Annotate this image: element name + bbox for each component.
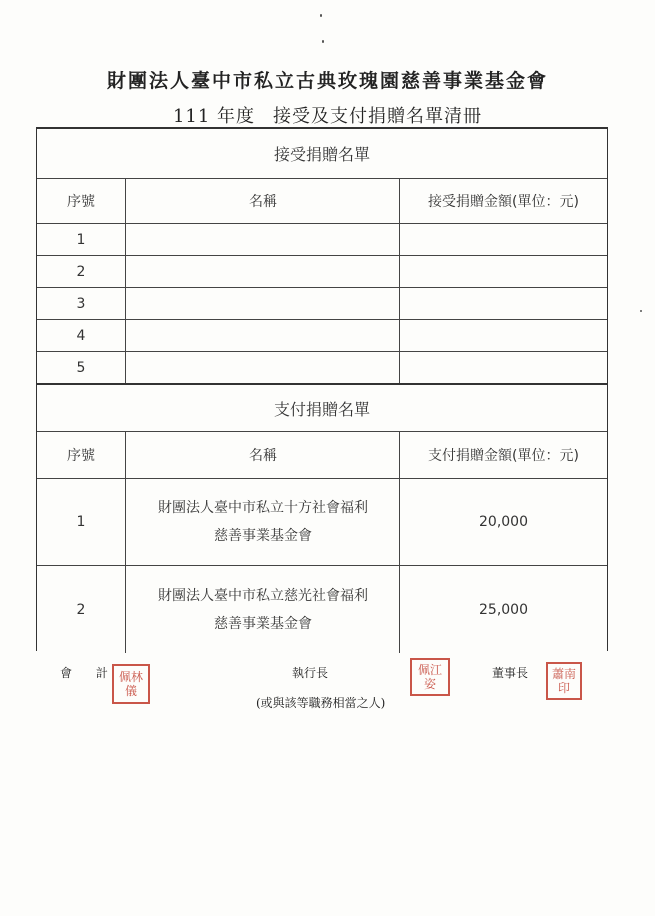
row-amount: [399, 288, 607, 319]
chairman-label: 董事長: [492, 666, 529, 680]
table-row: [37, 566, 607, 653]
row-no: 1: [76, 514, 86, 530]
row-no: 1: [76, 231, 86, 248]
col-header-no: 序號: [67, 194, 95, 210]
row-name: [125, 320, 400, 351]
row-amount: 25,000: [399, 566, 607, 653]
row-name: [125, 566, 400, 653]
col-header-no: 序號: [67, 448, 95, 464]
row-amount: [399, 256, 607, 287]
col-header-name: 名稱: [125, 179, 400, 223]
table-row: [37, 479, 607, 566]
received-section-title: 接受捐贈名單: [273, 145, 370, 164]
row-name-line1: 財團法人臺中市私立十方社會福利: [158, 500, 368, 516]
executive-note: (或與該等職務相當之人): [256, 696, 386, 710]
col-header-name: 名稱: [125, 432, 400, 478]
row-amount: 20,000: [399, 479, 607, 565]
row-name: [125, 256, 400, 287]
table-row: [37, 256, 607, 288]
paid-section-header: [37, 385, 607, 432]
row-amount: [399, 224, 607, 255]
paid-section-title: 支付捐贈名單: [273, 399, 370, 419]
row-name-line2: 慈善事業基金會: [214, 528, 312, 544]
scan-speck: [640, 310, 642, 312]
table-row: [37, 352, 607, 385]
row-no: 3: [76, 295, 86, 312]
org-title: 財團法人臺中市私立古典玫瑰園慈善事業基金會: [106, 70, 548, 92]
scan-speck: [320, 14, 322, 17]
row-name: [125, 479, 400, 565]
table-row: [37, 224, 607, 256]
table-row: [37, 320, 607, 352]
received-section-header: [37, 129, 607, 179]
row-no: 5: [76, 359, 86, 376]
row-no: 4: [76, 327, 86, 344]
received-column-header: [37, 179, 607, 224]
accountant-label: 會 計: [60, 666, 118, 680]
row-name-line2: 慈善事業基金會: [214, 615, 312, 632]
col-header-amount: 支付捐贈金額(單位：元): [399, 432, 607, 478]
executive-label: 執行長: [292, 666, 329, 680]
row-no: 2: [76, 263, 86, 280]
row-name: [125, 352, 400, 383]
table-row: [37, 288, 607, 320]
row-name: [125, 224, 400, 255]
scan-speck: [322, 40, 324, 43]
paid-column-header: [37, 432, 607, 479]
doc-title-line: [0, 102, 655, 128]
row-amount: [399, 320, 607, 351]
doc-title: 接受及支付捐贈名單清冊: [273, 106, 483, 127]
row-name: [125, 288, 400, 319]
chairman-seal-icon: 蕭南 印: [546, 662, 582, 700]
col-header-amount: 接受捐贈金額(單位：元): [399, 179, 607, 223]
row-amount: [399, 352, 607, 383]
accountant-seal-icon: 佩林 儀: [112, 664, 150, 704]
row-name-line1: 財團法人臺中市私立慈光社會福利: [158, 587, 368, 604]
row-no: 2: [76, 601, 86, 618]
donation-register-table: [36, 127, 608, 651]
year-label: 111 年度: [172, 106, 256, 127]
executive-seal-icon: 佩江 姿: [410, 658, 450, 696]
